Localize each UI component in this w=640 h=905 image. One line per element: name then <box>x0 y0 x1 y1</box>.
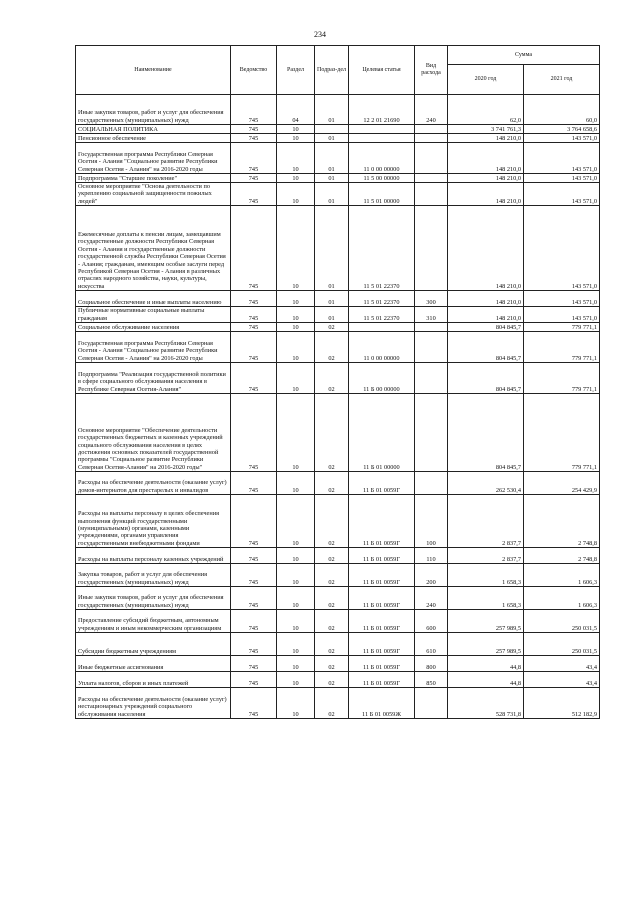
table-cell-section: 10 <box>277 134 315 143</box>
table-cell-section: 04 <box>277 95 315 125</box>
table-cell-name: Предоставление субсидий бюджетным, автономным учреждениям и иным некоммерческим организациям <box>76 610 231 633</box>
table-cell-dept: 745 <box>231 394 277 472</box>
table-cell-2020: 262 530,4 <box>448 472 524 495</box>
table-cell-name: Социальное обслуживание населения <box>76 323 231 332</box>
header-2020: 2020 год <box>448 65 524 95</box>
table-cell-section: 10 <box>277 548 315 564</box>
header-2021: 2021 год <box>524 65 600 95</box>
table-cell-subsection: 02 <box>315 633 349 656</box>
table-cell-target: 11 5 01 22370 <box>349 307 415 323</box>
table-row <box>76 656 600 672</box>
table-cell-subsection: 02 <box>315 472 349 495</box>
table-cell-section: 10 <box>277 206 315 291</box>
table-cell-target: 11 Б 01 0059Ж <box>349 688 415 719</box>
table-cell-expense: 110 <box>415 548 448 564</box>
table-row <box>76 472 600 495</box>
table-cell-expense <box>415 688 448 719</box>
header-section: Раздел <box>277 46 315 95</box>
table-cell-name: Расходы на обеспечение деятельности (оказание услуг) нестационарных учреждений социального обслуживания населения <box>76 688 231 719</box>
table-cell-target: 11 Б 01 0059Г <box>349 587 415 610</box>
table-cell-subsection: 01 <box>315 291 349 307</box>
table-cell-expense: 240 <box>415 95 448 125</box>
table-cell-2020: 148 210,0 <box>448 206 524 291</box>
table-cell-section: 10 <box>277 323 315 332</box>
table-cell-expense <box>415 472 448 495</box>
table-cell-expense: 300 <box>415 291 448 307</box>
table-cell-subsection: 02 <box>315 495 349 548</box>
table-cell-name: Подпрограмма "Реализация государственной политики в сфере социального обслуживания населения в Республике Северная Осетия-Алания" <box>76 363 231 394</box>
table-cell-2020: 804 845,7 <box>448 363 524 394</box>
table-cell-target: 11 Б 01 0059Г <box>349 548 415 564</box>
table-cell-2020: 148 210,0 <box>448 134 524 143</box>
table-cell-target: 11 5 01 22370 <box>349 291 415 307</box>
table-cell-name: Подпрограмма "Старшее поколение" <box>76 174 231 183</box>
table-row <box>76 332 600 363</box>
table-cell-dept: 745 <box>231 548 277 564</box>
table-cell-dept: 745 <box>231 174 277 183</box>
table-cell-2020: 148 210,0 <box>448 307 524 323</box>
table-cell-2021: 143 571,0 <box>524 291 600 307</box>
table-cell-2021: 779 771,1 <box>524 332 600 363</box>
table-cell-2020: 804 845,7 <box>448 332 524 363</box>
table-cell-2021: 779 771,1 <box>524 363 600 394</box>
table-row <box>76 183 600 206</box>
table-cell-subsection: 01 <box>315 95 349 125</box>
table-cell-name: Иные закупки товаров, работ и услуг для обеспечения государственных (муниципальных) нужд <box>76 95 231 125</box>
table-cell-section: 10 <box>277 332 315 363</box>
table-cell-expense: 310 <box>415 307 448 323</box>
table-row <box>76 206 600 291</box>
table-cell-expense <box>415 206 448 291</box>
table-cell-name: Расходы на выплаты персоналу казенных учреждений <box>76 548 231 564</box>
table-cell-2021: 60,0 <box>524 95 600 125</box>
table-row <box>76 143 600 174</box>
table-cell-2020: 148 210,0 <box>448 183 524 206</box>
table-cell-2021: 1 606,3 <box>524 587 600 610</box>
table-cell-target: 11 Б 01 00000 <box>349 394 415 472</box>
table-cell-name: Основное мероприятие "Основа деятельности по укреплению социальной защищенности пожилых людей" <box>76 183 231 206</box>
table-cell-subsection <box>315 125 349 134</box>
table-row <box>76 363 600 394</box>
table-cell-2020: 148 210,0 <box>448 291 524 307</box>
table-cell-subsection: 02 <box>315 548 349 564</box>
table-cell-2021: 3 764 658,6 <box>524 125 600 134</box>
table-cell-name: Расходы на выплаты персоналу в целях обеспечения выполнения функций государственными (муниципальными) органами, казенными учреждениями, органами управления государственными внебюджетными фондами <box>76 495 231 548</box>
header-name: Наименование <box>76 46 231 95</box>
table-cell-section: 10 <box>277 394 315 472</box>
table-cell-section: 10 <box>277 495 315 548</box>
table-cell-name: Публичные нормативные социальные выплаты гражданам <box>76 307 231 323</box>
table-cell-subsection: 02 <box>315 363 349 394</box>
table-cell-2021: 43,4 <box>524 672 600 688</box>
table-cell-2020: 3 741 761,3 <box>448 125 524 134</box>
table-cell-expense: 240 <box>415 587 448 610</box>
table-cell-target <box>349 134 415 143</box>
table-cell-expense: 600 <box>415 610 448 633</box>
table-cell-subsection: 01 <box>315 143 349 174</box>
table-cell-target: 11 Б 00 00000 <box>349 363 415 394</box>
table-cell-2021: 250 031,5 <box>524 633 600 656</box>
table-cell-subsection: 02 <box>315 610 349 633</box>
table-cell-2021: 143 571,0 <box>524 134 600 143</box>
table-cell-target: 11 Б 01 0059Г <box>349 564 415 587</box>
table-cell-2020: 804 845,7 <box>448 323 524 332</box>
table-cell-name: Иные закупки товаров, работ и услуг для обеспечения государственных (муниципальных) нужд <box>76 587 231 610</box>
table-row <box>76 564 600 587</box>
table-cell-expense <box>415 394 448 472</box>
table-cell-expense <box>415 134 448 143</box>
header-expense: Вид расхода <box>415 46 448 95</box>
table-cell-expense <box>415 125 448 134</box>
table-row <box>76 633 600 656</box>
table-cell-subsection: 01 <box>315 307 349 323</box>
table-cell-subsection: 02 <box>315 394 349 472</box>
table-cell-target: 11 Б 01 0059Г <box>349 656 415 672</box>
table-cell-name: Иные бюджетные ассигнования <box>76 656 231 672</box>
table-cell-dept: 745 <box>231 143 277 174</box>
table-cell-2020: 257 989,5 <box>448 633 524 656</box>
table-cell-dept: 745 <box>231 656 277 672</box>
table-cell-section: 10 <box>277 688 315 719</box>
table-cell-dept: 745 <box>231 134 277 143</box>
table-cell-expense <box>415 174 448 183</box>
table-cell-2020: 2 837,7 <box>448 495 524 548</box>
table-cell-section: 10 <box>277 564 315 587</box>
table-cell-2021: 1 606,3 <box>524 564 600 587</box>
table-cell-target: 11 5 00 00000 <box>349 174 415 183</box>
table-cell-expense <box>415 363 448 394</box>
table-row <box>76 291 600 307</box>
table-cell-target: 11 5 01 22370 <box>349 206 415 291</box>
table-cell-dept: 745 <box>231 587 277 610</box>
budget-table <box>75 45 600 719</box>
table-cell-expense <box>415 332 448 363</box>
table-cell-target <box>349 125 415 134</box>
table-cell-dept: 745 <box>231 332 277 363</box>
table-row <box>76 610 600 633</box>
table-cell-2020: 148 210,0 <box>448 174 524 183</box>
table-row <box>76 548 600 564</box>
table-cell-name: Государственная программа Республики Северная Осетия - Алания "Социальное развитие Республики Северная Осетия - Алания" на 2016-2020 годы <box>76 332 231 363</box>
table-cell-target: 11 5 01 00000 <box>349 183 415 206</box>
table-row <box>76 688 600 719</box>
table-cell-dept: 745 <box>231 610 277 633</box>
table-cell-2020: 62,0 <box>448 95 524 125</box>
table-cell-2021: 143 571,0 <box>524 206 600 291</box>
table-cell-2021: 143 571,0 <box>524 183 600 206</box>
table-row <box>76 323 600 332</box>
table-cell-2021: 2 748,8 <box>524 495 600 548</box>
table-cell-dept: 745 <box>231 672 277 688</box>
table-cell-2020: 2 837,7 <box>448 548 524 564</box>
table-cell-target: 11 Б 01 0059Г <box>349 472 415 495</box>
table-cell-dept: 745 <box>231 291 277 307</box>
table-cell-section: 10 <box>277 587 315 610</box>
table-cell-section: 10 <box>277 610 315 633</box>
table-cell-section: 10 <box>277 183 315 206</box>
header-subsection: Подраз-дел <box>315 46 349 95</box>
table-cell-name: Ежемесячные доплаты к пенсии лицам, замещавшим государственные должности Республики Северная Осетия - Алания и государственные должности государственной службы Республики Северная Осетия - Алания; гражданам, имеющим особые заслуги перед Республикой Северная Осетия - Алания в различных отраслях народного хозяйства, науки, культуры, искусства <box>76 206 231 291</box>
table-cell-2021: 143 571,0 <box>524 307 600 323</box>
table-cell-subsection: 02 <box>315 672 349 688</box>
table-row <box>76 394 600 472</box>
table-cell-expense: 200 <box>415 564 448 587</box>
table-cell-dept: 745 <box>231 323 277 332</box>
table-cell-section: 10 <box>277 125 315 134</box>
table-cell-expense: 100 <box>415 495 448 548</box>
table-cell-2020: 148 210,0 <box>448 143 524 174</box>
table-cell-subsection: 02 <box>315 656 349 672</box>
page-number: 234 <box>314 30 326 39</box>
table-cell-2021: 2 748,8 <box>524 548 600 564</box>
table-cell-expense <box>415 143 448 174</box>
table-cell-subsection: 02 <box>315 323 349 332</box>
table-cell-dept: 745 <box>231 95 277 125</box>
table-cell-expense: 800 <box>415 656 448 672</box>
table-cell-target: 11 Б 01 0059Г <box>349 633 415 656</box>
table-cell-subsection: 02 <box>315 332 349 363</box>
table-cell-2020: 528 731,8 <box>448 688 524 719</box>
table-row <box>76 134 600 143</box>
table-row <box>76 672 600 688</box>
table-row <box>76 174 600 183</box>
table-cell-target: 12 2 01 21690 <box>349 95 415 125</box>
table-cell-dept: 745 <box>231 633 277 656</box>
table-cell-dept: 745 <box>231 307 277 323</box>
table-row <box>76 307 600 323</box>
table-cell-subsection: 01 <box>315 134 349 143</box>
table-cell-expense: 850 <box>415 672 448 688</box>
table-cell-expense <box>415 323 448 332</box>
table-cell-name: Уплата налогов, сборов и иных платежей <box>76 672 231 688</box>
table-cell-name: Пенсионное обеспечение <box>76 134 231 143</box>
table-cell-target: 11 Б 01 0059Г <box>349 610 415 633</box>
table-cell-section: 10 <box>277 143 315 174</box>
table-cell-target: 11 0 00 00000 <box>349 332 415 363</box>
table-cell-dept: 745 <box>231 363 277 394</box>
table-body <box>76 95 600 719</box>
table-cell-2020: 44,8 <box>448 672 524 688</box>
table-cell-name: Расходы на обеспечение деятельности (оказание услуг) домов-интернатов для престарелых и инвалидов <box>76 472 231 495</box>
table-cell-2020: 1 658,3 <box>448 587 524 610</box>
table-cell-section: 10 <box>277 633 315 656</box>
table-cell-target: 11 Б 01 0059Г <box>349 495 415 548</box>
table-cell-section: 10 <box>277 307 315 323</box>
table-cell-section: 10 <box>277 672 315 688</box>
table-cell-dept: 745 <box>231 495 277 548</box>
table-cell-dept: 745 <box>231 125 277 134</box>
table-cell-target: 11 Б 01 0059Г <box>349 672 415 688</box>
table-cell-2021: 254 429,9 <box>524 472 600 495</box>
table-row <box>76 95 600 125</box>
table-cell-name: Закупка товаров, работ и услуг для обеспечения государственных (муниципальных) нужд <box>76 564 231 587</box>
header-sum: Сумма <box>448 46 600 65</box>
table-cell-subsection: 02 <box>315 564 349 587</box>
table-cell-subsection: 02 <box>315 587 349 610</box>
table-cell-section: 10 <box>277 472 315 495</box>
table-cell-section: 10 <box>277 291 315 307</box>
table-cell-dept: 745 <box>231 688 277 719</box>
table-cell-name: Субсидии бюджетным учреждениям <box>76 633 231 656</box>
header-dept: Ведомство <box>231 46 277 95</box>
table-cell-dept: 745 <box>231 206 277 291</box>
table-cell-2020: 804 845,7 <box>448 394 524 472</box>
table-cell-subsection: 01 <box>315 206 349 291</box>
table-cell-name: СОЦИАЛЬНАЯ ПОЛИТИКА <box>76 125 231 134</box>
table-cell-target: 11 0 00 00000 <box>349 143 415 174</box>
table-cell-dept: 745 <box>231 564 277 587</box>
table-cell-expense <box>415 183 448 206</box>
table-cell-2020: 44,8 <box>448 656 524 672</box>
table-cell-section: 10 <box>277 656 315 672</box>
table-cell-subsection: 01 <box>315 174 349 183</box>
table-cell-section: 10 <box>277 174 315 183</box>
table-cell-2021: 512 182,9 <box>524 688 600 719</box>
header-target: Целевая статья <box>349 46 415 95</box>
table-cell-section: 10 <box>277 363 315 394</box>
table-cell-2021: 779 771,1 <box>524 323 600 332</box>
table-cell-2021: 143 571,0 <box>524 143 600 174</box>
table-cell-2021: 43,4 <box>524 656 600 672</box>
table-cell-2020: 257 989,5 <box>448 610 524 633</box>
table-cell-expense: 610 <box>415 633 448 656</box>
table-cell-name: Социальное обеспечение и иные выплаты населению <box>76 291 231 307</box>
table-cell-target <box>349 323 415 332</box>
table-cell-subsection: 02 <box>315 688 349 719</box>
table-cell-subsection: 01 <box>315 183 349 206</box>
table-cell-2020: 1 658,3 <box>448 564 524 587</box>
table-cell-2021: 779 771,1 <box>524 394 600 472</box>
table-cell-dept: 745 <box>231 472 277 495</box>
table-cell-2021: 250 031,5 <box>524 610 600 633</box>
table-cell-name: Основное мероприятие "Обеспечение деятельности государственных бюджетных и казенных учреждений социального обслуживания населения в целях достижения основных показателей государственной программы "Социальное развитие Республики Северная Осетия-Алания" на 2016-2020 годы" <box>76 394 231 472</box>
table-row <box>76 495 600 548</box>
table-cell-2021: 143 571,0 <box>524 174 600 183</box>
table-cell-dept: 745 <box>231 183 277 206</box>
table-row <box>76 587 600 610</box>
table-row <box>76 125 600 134</box>
table-cell-name: Государственная программа Республики Северная Осетия - Алания "Социальное развитие Республики Северная Осетия - Алания" на 2016-2020 годы <box>76 143 231 174</box>
